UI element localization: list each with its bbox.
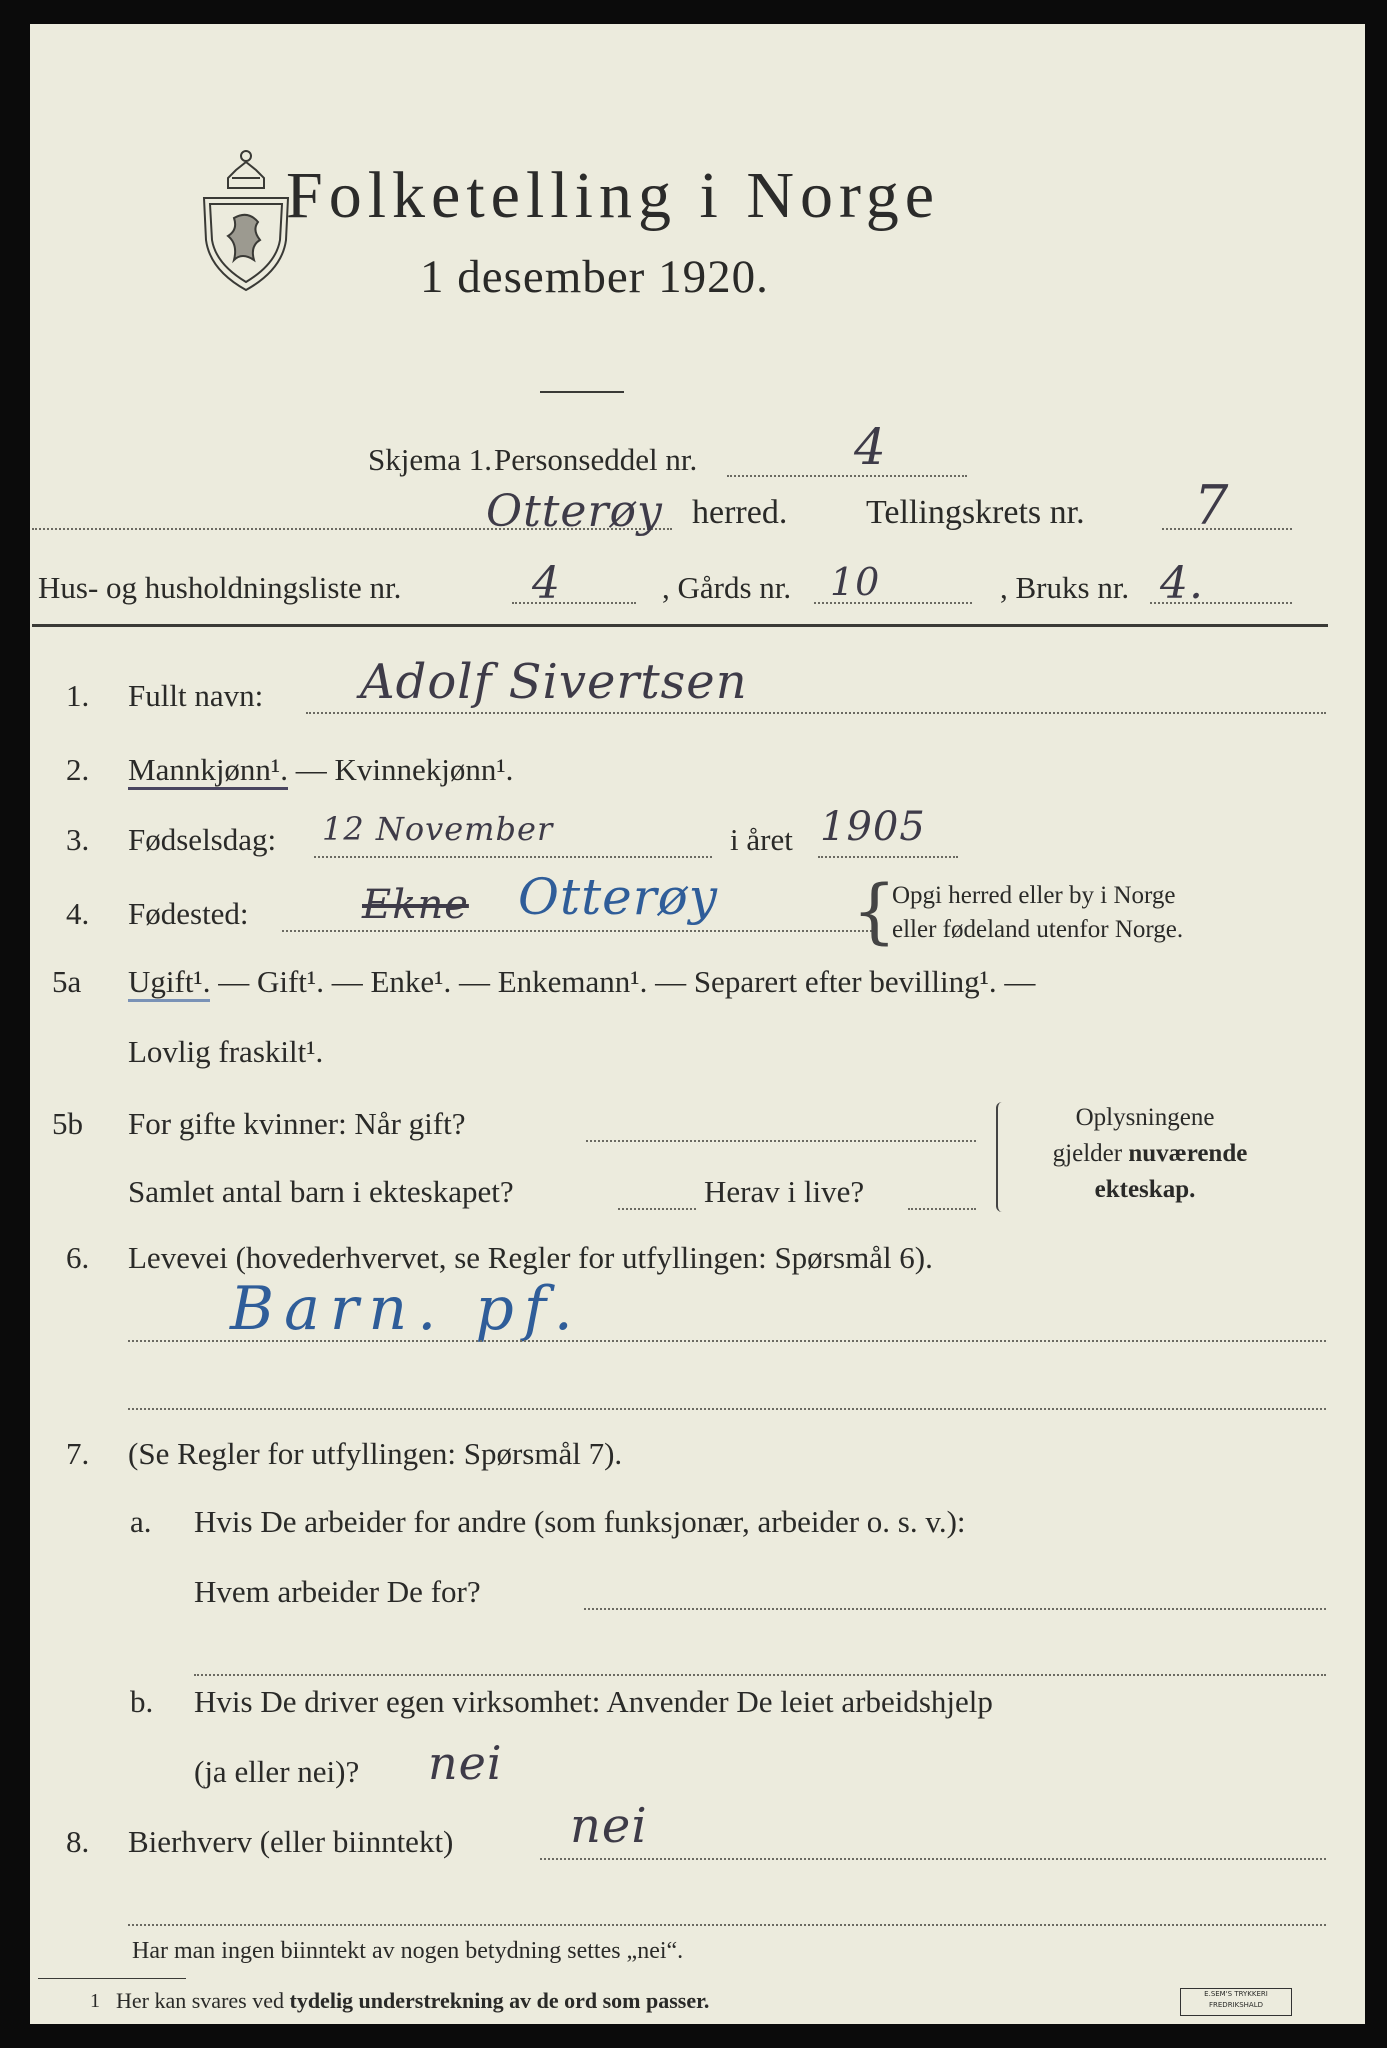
q7b-letter: b. — [130, 1684, 154, 1719]
q1-label: Fullt navn: — [128, 678, 264, 713]
q8-line1 — [540, 1858, 1326, 1860]
q7a-letter: a. — [130, 1504, 152, 1539]
footnote-text — [116, 1988, 709, 2014]
q4-value-struck: Ekne — [362, 882, 469, 928]
footnote-number: 1 — [90, 1990, 100, 2012]
q3-label: Fødselsdag: — [128, 822, 277, 857]
q4-note-line2: eller fødeland utenfor Norge. — [892, 916, 1184, 943]
q5a-number: 5a — [52, 964, 82, 999]
q5b-line2a: Samlet antal barn i ekteskapet? — [128, 1174, 514, 1209]
q5b-note-line2b: nuværende — [1128, 1140, 1248, 1167]
q7b-line1: Hvis De driver egen virksomhet: Anvender De leiet arbeidshjelp — [194, 1684, 993, 1719]
q2-number: 2. — [66, 752, 90, 787]
q8-label: Bierhverv (eller biinntekt) — [128, 1824, 454, 1859]
personseddel-label: Personseddel nr. — [494, 442, 698, 477]
q3-year-value: 1905 — [820, 804, 926, 850]
footnote-rule — [38, 1978, 186, 1979]
q2-kvinnekjonn: — Kvinnekjønn¹. — [287, 752, 514, 787]
header-divider — [32, 624, 1328, 627]
q5b-note-line1: Oplysningene — [1075, 1104, 1215, 1131]
q4-number: 4. — [66, 896, 90, 931]
q6-label: Levevei (hovederhvervet, se Regler for utfyllingen: Spørsmål 6). — [128, 1240, 933, 1275]
husliste-label: Hus- og husholdningsliste nr. — [38, 570, 402, 605]
q5a-line2: Lovlig fraskilt¹. — [128, 1034, 324, 1069]
q3-date-line — [314, 856, 712, 858]
q8-line2 — [128, 1924, 1326, 1926]
printer-stamp-line1: E.SEM'S TRYKKERI — [1204, 1990, 1268, 1998]
q5b-line1: For gifte kvinner: Når gift? — [128, 1106, 466, 1141]
footer-note: Har man ingen biinntekt av nogen betydning settes „nei“. — [132, 1938, 684, 1964]
q4-note-brace: { — [852, 870, 897, 952]
q7a-line2-line — [584, 1608, 1326, 1610]
gards-value: 10 — [830, 560, 881, 604]
title-divider — [540, 391, 624, 393]
norwegian-coat-of-arms-icon — [198, 140, 294, 294]
q5b-note-line2a: gjelder — [1052, 1140, 1129, 1167]
q1-line — [306, 712, 1326, 714]
footnote-text-a: Her kan svares ved — [116, 1988, 290, 2013]
q4-value: Otterøy — [518, 868, 719, 926]
q5b-line2b: Herav i live? — [704, 1174, 865, 1209]
q1-number: 1. — [66, 678, 90, 713]
q5b-note-line2 — [1000, 1140, 1300, 1168]
q7b-value: nei — [428, 1736, 503, 1790]
personseddel-line — [727, 475, 967, 477]
census-form-sheet — [30, 24, 1365, 2024]
bruks-label: , Bruks nr. — [1000, 570, 1130, 605]
q5b-children-line — [618, 1208, 696, 1210]
q7-label: (Se Regler for utfyllingen: Spørsmål 7). — [128, 1436, 623, 1471]
q5a-ugift-underlined: Ugift¹. — [128, 964, 210, 1002]
q4-line — [282, 930, 876, 932]
q6-line1 — [128, 1340, 1326, 1342]
q6-number: 6. — [66, 1240, 90, 1275]
q2-mannkjonn-underlined: Mannkjønn¹. — [128, 752, 288, 790]
herred-value: Otterøy — [486, 486, 663, 537]
footnote-text-b: tydelig understrekning av de ord som passer. — [289, 1988, 710, 2013]
census-date: 1 desember 1920. — [420, 251, 769, 303]
q3-value: 12 November — [322, 810, 554, 848]
q3-number: 3. — [66, 822, 90, 857]
q4-label: Fødested: — [128, 896, 249, 931]
q5b-alive-line — [908, 1208, 976, 1210]
herred-label: herred. — [692, 494, 788, 531]
q4-note-line1: Opgi herred eller by i Norge — [892, 882, 1176, 909]
q6-line2 — [128, 1408, 1326, 1410]
q8-number: 8. — [66, 1824, 90, 1859]
q5a-other-options: — Gift¹. — Enke¹. — Enkemann¹. — Separert efter bevilling¹. — — [210, 964, 1036, 999]
q7a-line1: Hvis De arbeider for andre (som funksjonær, arbeider o. s. v.): — [194, 1504, 966, 1539]
gards-label: , Gårds nr. — [662, 570, 792, 605]
page-title: Folketelling i Norge — [286, 159, 941, 232]
personseddel-value: 4 — [854, 418, 887, 476]
q8-value: nei — [570, 1798, 648, 1854]
q7b-line2: (ja eller nei)? — [194, 1754, 360, 1789]
printer-stamp-line2: FREDRIKSHALD — [1208, 2001, 1263, 2009]
q7-number: 7. — [66, 1436, 90, 1471]
schema-label: Skjema 1. — [368, 442, 492, 477]
q5b-line1-line — [586, 1140, 976, 1142]
q3-year-line — [818, 856, 958, 858]
q7a-line3 — [194, 1674, 1326, 1676]
q3-year-label: i året — [730, 822, 793, 857]
q5b-number: 5b — [52, 1106, 83, 1141]
bruks-value: 4. — [1160, 558, 1204, 609]
printer-stamp — [1180, 1988, 1292, 2016]
husliste-value: 4 — [532, 558, 561, 609]
q5a-options — [128, 964, 1035, 1000]
q7a-line2: Hvem arbeider De for? — [194, 1574, 481, 1609]
q6-value: Barn. pf. — [230, 1274, 583, 1344]
tellingskrets-value: 7 — [1194, 474, 1230, 537]
q2-options — [128, 752, 513, 788]
husliste-line — [512, 602, 636, 604]
q1-value: Adolf Sivertsen — [360, 654, 748, 710]
tellingskrets-label: Tellingskrets nr. — [866, 494, 1085, 531]
q5b-note-line3: ekteskap. — [1094, 1176, 1196, 1203]
